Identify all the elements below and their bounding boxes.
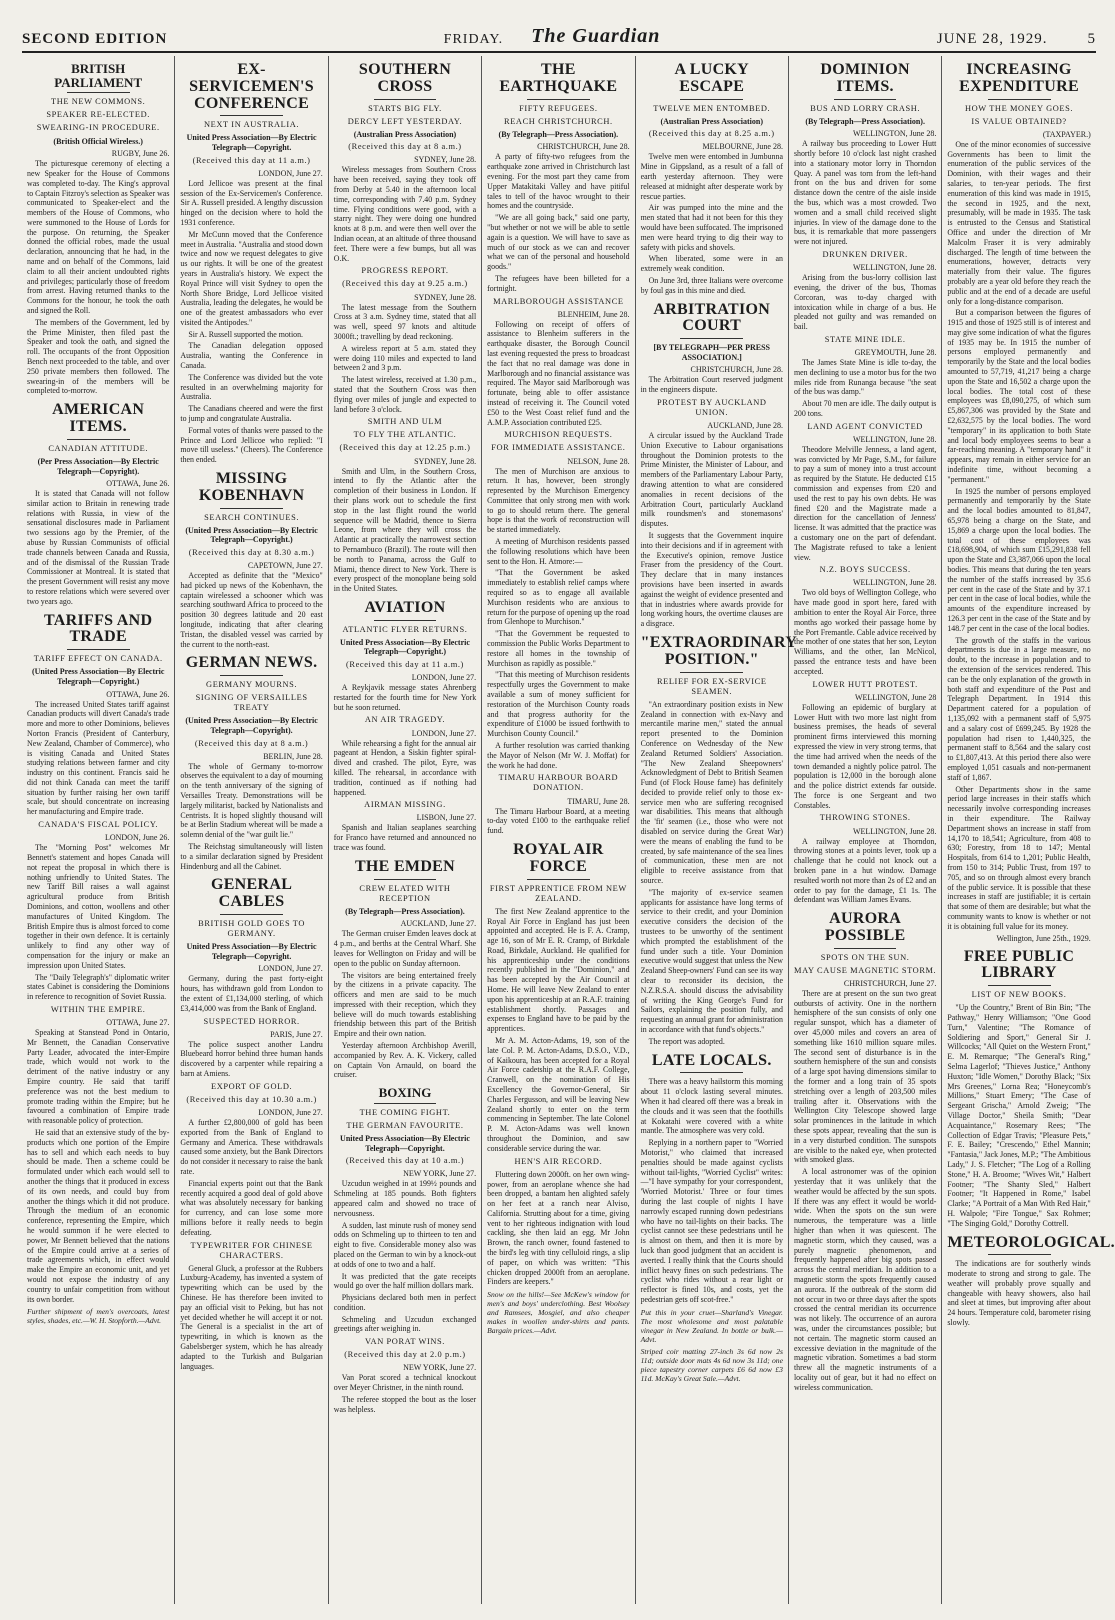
headline: GERMAN NEWS. [185,654,318,672]
dateline: AUCKLAND, June 28. [707,421,783,431]
paragraph: Smith and Ulm, in the Southern Cross, intend to fly the Atlantic after the completion of their business in London. If their plans work out to schedule the first stop in the last flight round the world sequence will be Madrid, thence to Sierra Leone, from where they will cross the Atlantic at practically the narrowest section to Pernambuco (Brazil). The route will then be north to Panama, across the Gulf to Miami, thence direct to New York. There is every prospect of the monoplane being sold in the United States. [333,466,477,594]
paragraph: Accepted as definite that the "Mexico" had picked up news of the Kobenhavn, the captain wirelessed a schooner which was searching southward Africa to proceed to the position 30 degrees latitude and 20 east longitude, indicating that after clearing Tristan, the disabled vessel was carried by the current to the north-east. [180,570,323,649]
dateline: PARIS, June 27. [270,1029,323,1039]
paragraph: "That this meeting of Murchison residents respectfully urges the Government to make available a sum of money sufficient for restoration of the Murchison County roads and that progress authority for the expenditure of £1000 be issued forthwith to Murchison County Council." [487,670,630,739]
subheading: SPEAKER RE-ELECTED. [46,110,150,120]
rule-divider [527,879,590,880]
paragraph: About 70 men are idle. The daily output is 200 tons. [793,399,937,418]
subheading: (Received this day at 9.25 a.m.) [342,279,468,289]
headline: AMERICAN ITEMS. [52,401,145,436]
column-5 [636,56,798,1604]
paragraph: A party of fifty-two refugees from the earthquake zone arrived in Christchurch last evening. For the most part they came from Upper Matakitaki Valley and have pitiful tales to tell of the havoc wrought to their homes and the countryside. [487,152,630,211]
credit-line: United Press Association—By Electric Telegraph—Copyright.) [340,637,470,657]
rule-divider [374,620,437,621]
paragraph: "An extraordinary position exists in New Zealand in connection with ex-Navy and mercantile marine men," stated the annual report presented to the Dominion Conference on Wednesday of the New Zealand Returned Soldiers' Association. "The New Zealand Sheepowners' Acknowledgment of Debt to British Seamen Fund (of Flock House fame) has definitely decided to provide relief only to those ex-service men who are suffering recognised war disabilities. This means that although the 'fit' seamen (i.e., those who were not disabled on service during the Great War) were the means of enabling the fund to be created, by safe maintenance of the sea lines of communication, these men are not eligible to receive assistance from that source. [640,699,783,886]
credit-line: United Press Association—By Electric Telegraph—Copyright. [186,942,317,961]
subheading: DRUNKEN DRIVER. [822,250,908,260]
subheading: LAND AGENT CONVICTED [807,421,923,431]
subheading: LOWER HUTT PROTEST. [812,679,918,689]
subheading: THE NEW COMMONS. [51,97,146,107]
credit-line: (Australian Press Association) [353,129,457,139]
date-label: JUNE 28, 1929. [936,31,1048,47]
paragraph: Two old boys of Wellington College, who have made good in sport here, fared with ambition to enter the Royal Air Force, three months ago worked their passage home by the Port Fremantle. Cable advice received by the mother of one states that her son, Leyton Williams, and the other, Ian McNicol, passed the entrance tests and have been accepted. [793,588,937,676]
paragraph: The Canadians cheered and were the first to jump and congratulate Australia. [180,404,323,424]
credit-line: United Press Association—By Electric Telegraph—Copyright. [186,133,317,153]
paragraph: Following an epidemic of burglary at Lower Hutt with two more last night from business premises, the heads of several prominent firms interviewed this morning expressed the view in very strong terms, that the time had arrived when the needs of the town demanded a nightly police patrol. The population is 12,000 in the borough alone and the police district extends far outside. The force is one Sergeant and two Constables. [793,702,937,810]
paragraph: "That the Government be requested to commission the Public Works Department to restore all homes in the township of Murchison as rapidly as possible." [487,629,630,668]
paragraph: A Reykjavik message states Ahrenberg restarted for the fourth time for New York but he soon returned. [333,683,477,712]
subheading: SMITH AND ULM [367,417,443,427]
headline: METEOROLOGICAL. [947,1233,1115,1251]
rule-divider [67,649,130,650]
rule-divider [988,1254,1051,1255]
subheading: STATE MINE IDLE. [824,334,906,344]
rule-divider [220,508,283,509]
paragraph: While rehearsing a fight for the annual air pageant at Hendon, a Siskin fighter spiral-dived and crashed. The pilot, Eyre, was killed. The rehearsal, in accordance with tradition, continued as if nothing had happened. [333,738,477,797]
rule-divider [988,99,1051,100]
paragraph: A meeting of Murchison residents passed the following resolutions which have been sent to the Hon. H. Atmore:— [487,537,630,566]
rule-divider [220,675,283,676]
subheading: THROWING STONES. [819,813,911,823]
paragraph: The police suspect another Landru Bluebeard horror behind three human hands discovered by a carpenter while repairing a barn at Amiens. [180,1039,323,1079]
subheading: HOW THE MONEY GOES. [965,103,1074,113]
paragraph: It is stated that Canada will not follow similar action to Britain in renewing trade relations with Russia, in view of the sensational disclosures made in Parliament two sessions ago by the Premier, of the abuse by Russian Communists of official trade channels between Canada and Russia, and of the dismissal of the Russian Trade Commissioner at Montreal. It is stated that the present Government will resist any move to restore relations which were severed over two years ago. [27,489,170,606]
paragraph: Germany, during the past forty-eight hours, has withdrawn gold from London to the extent of £1,134,000 sterling, of which £3,414,000 was from the Bank of England. [180,974,323,1013]
headline: AVIATION [364,598,446,616]
rule-divider [220,115,283,116]
paragraph: There are at present on the sun two great outbursts of activity. One in the northern hemisphere of the sun consists of only one regular sunspot, which has a diameter of over 45,000 miles and covers an area of something like 1610 million square miles. The second sent of disturbance is in the southern hemisphere of the sun and consists of a large spot having dimensions similar to the former and a long train of 35 spots stretching over a length of 203,500 miles trailing after it. Observations with the Wellington City Telescope showed large solar prominences in the latitude in which these spots appear, revealing that the sun is in a very disturbed condition. The sunspots are visible to the naked eye, when protected with smoked glass. [793,988,937,1165]
edition-label: SECOND EDITION [22,31,168,47]
advertisement: Snow on the hills!—See McKew's window for men's and boys' underclothing. Best Woolsey and Ramsees, Mosgiel, and also cheaper makes in woollen under-shirts and pants. Bargain prices.—Advt. [487,1290,630,1336]
dateline: WELLINGTON, June 28. [852,578,937,588]
advertisement: Put this in your cruet—Sharland's Vinegar. The most wholesome and most palatable vinegar in New Zealand. In bottle or bulk.—Advt. [640,1307,783,1344]
paragraph: It was predicted that the gate receipts would go over the half million dollars mark. [333,1271,477,1291]
subheading: RELIEF FOR EX-SERVICE SEAMEN. [656,676,767,696]
day-label: FRIDAY. [443,32,504,47]
dateline: SYDNEY, June 28. [414,155,477,165]
paragraph: Twelve men were entombed in Jumbunna Mine in Gippsland, as a result of a fall of earth yesterday afternoon. They were released at midnight after desperate work by rescue parties. [640,152,783,201]
dateline: Wellington, June 25th., 1929. [996,933,1091,943]
rule-divider [834,948,897,949]
paragraph: Mr McCunn moved that the Conference meet in Australia. "Australia and stood down twice and now we request delegates to give us our rights. It will be one of the greatest years in Australia's history. We expect the Royal Prince will visit Sydney to open the North Shore Bridge, Lord Jellicoe visited Australia, leading the delegates, he would be one of the greatest ambassadors who ever visited the Antipodes." [180,229,323,327]
dateline: WELLINGTON, June 28. [852,263,937,273]
paragraph: Formal votes of thanks were passed to the Prince and Lord Jellicoe who replied: "I move till useless." (Cheers). The Conference then ended. [180,425,323,465]
paragraph: Other Departments show in the same period large increases in their staffs which necessarily involve corresponding increases in their expenditure. The Railway Department shows an increase in staff from 14,170 to 18,541; Agriculture, from 408 to 630; Forestry, from 18 to 147; Mental Hospitals, from 614 to 1,201; Public Health, from 150 to 314; Public Trust, from 197 to 705, and so on through almost every branch of the public service. It is possible that these increases in staff are justifiable; it is certain that some of them are desirable; but what the community wants to know is whether or not it is obtaining full value for its money. [947,784,1091,931]
subheading: WITHIN THE EMPIRE. [50,1004,146,1014]
paragraph: Replying in a northern paper to "Worried Motorist," who claimed that increased penalties should be made against cyclists without tail-lights, "Worried Cyclist" writes:—"I have sympathy for your correspondent, 'Worried Motorist.' Three or four times during the last couple of nights I have narrowly escaped running down pedestrians who have no tail-lights on their backs. The cyclist cannot see these pedestrians until he is almost on them, and then it is more by luck than good judgment that an accident is averted. I really think that the Courts should inflict heavy fines on such pedestrians. The cyclist who rides without a rear light or reflector is fined 10s, and costs, yet the pedestrian gets off scot-free." [640,1138,783,1304]
paragraph: Schmeling and Uzcudun exchanged greetings after weighing in. [333,1314,477,1334]
paragraph: A further resolution was carried thanking the Mayor of Nelson (Mr W. J. Moffat) for the work he had done. [487,741,630,770]
paragraph: A sudden, last minute rush of money send odds on Schmeling up to thirteen to ten and eight to five. Considerable money also was placed on the German to win by a knock-out at odds of one to two and a half. [333,1220,477,1269]
paragraph: The whole of Germany to-morrow observes the equivalent to a day of mourning on the tenth anniversary of the signing of Versailles Treaty. Demonstrations will be largely militarist, backed by Nationalists and Centrists. It is hoped slightly thousand will be at Berlin Stadium whereat will be made a solemn denial of the "war guilt lie." [180,761,323,840]
columns [22,56,1115,1604]
subheading: TWELVE MEN ENTOMBED. [653,103,771,113]
headline: BRITISH PARLIAMENT [54,61,143,90]
paragraph: The Conference was divided but the vote resulted in an overwhelming majority for Australia. [180,372,323,402]
headline: AURORA POSSIBLE [824,910,906,944]
paragraph: The report was adopted. [648,1036,725,1046]
headline: SOUTHERN CROSS [358,61,452,95]
paragraph: The members of the Government, led by the Prime Minister, then filed past the Speaker and took the oath, and signed the roll. The occupants of the front Opposition Bench next proceeded to the table, and over 250 private members then followed. The swearing-in of the members will be completed to-morrow. [27,317,170,396]
subheading: THE GERMAN FAVOURITE. [346,1120,464,1130]
dateline: CHRISTCHURCH, June 28. [690,365,783,375]
rule-divider [220,914,283,915]
rule-divider [374,1103,437,1104]
paragraph: A local astronomer was of the opinion yesterday that it was unlikely that the weather would be affected by the sun spots. If there was any effect it would be world-wide. When the spots on the sun were numerous, the temperature was a little higher than when it was quiescent. The magnetic storm, which they caused, was a purely magnetic phenomenon, and frequently happened after big spots passed across the central meridian. In addition to a magnetic storm the spots frequently caused an aurora. If the outbreak of the storm did not occur in two or three days after the spots crossed the central meridian its occurrence was not likely. The occurrence of an aurora was, under the circumstances possible; but not certain. The magnetic storm caused an excessive deviation in the magnitude of the magnetic vibration. Sometimes a bad storm threw all the magnetic instruments of a locality out of gear, but it had no effect on wireless communication. [793,1167,937,1392]
credit-line: [BY TELEGRAPH—PER PRESS ASSOCIATION.] [653,343,770,362]
subheading: SUSPECTED HORROR. [203,1016,300,1026]
dateline: AUCKLAND, June 27. [400,919,477,929]
rule-divider [67,439,130,440]
credit-line: (By Telegraph—Press Association). [345,906,465,916]
dateline: OTTAWA, June 26. [106,689,170,699]
subheading: (Received this day at 8 a.m.) [194,738,309,748]
subheading: BRITISH GOLD GOES TO GERMANY. [198,919,305,939]
paragraph: The indications are for southerly winds moderate to strong and strong to gale. The weather will probably prove squally and changeable with heavy showers, also hail and sleet at times, but improving after about 24 hours. Temperature cold, barometer rising slowly. [947,1259,1091,1328]
headline: ARBITRATION COURT [653,300,771,335]
credit-line: United Press Association—By Electric Telegraph—Copyright. [340,1134,470,1153]
dateline: GREYMOUTH, June 28. [854,347,937,357]
masthead-right [937,31,1096,48]
credit-line: (British Official Wireless.) [53,136,143,146]
subheading: VAN PORAT WINS. [364,1337,445,1347]
dateline: NEW YORK, June 27. [403,1169,477,1179]
headline: GENERAL CABLES [210,876,293,911]
paragraph: Following on receipt of offers of assistance to Blenheim sufferers in the earthquake disaster, the Borough Council last evening requested the press to broadcast the fact that no real damage was done in Marlborough and no financial assistance was required. The Mayor said Marlborough was fortunate, being able to offer assistance instead of receiving it. The Council voted £50 to the West Coast relief fund and the A.M.P. Association contributed £25. [487,319,630,427]
paragraph: On June 3rd, three Italians were overcome by foul gas in this mine and died. [640,275,783,295]
paragraph: The first New Zealand apprentice to the Royal Air Force in England has just been appointed and accepted. He is F. A. Cramp, age 16, son of Mr E. R. Cramp, of Birkdale Road, Birkdale, Auckland. He qualified for his apprenticeship under the conditions recently published in the "Dominion," and has been accepted by the Air Council at Home. He will leave New Zealand to enter upon his apprenticeship at an R.A.F. training establishment shortly. Passages and expenses to England have to be paid by the apprentices. [487,906,630,1034]
rule-divider [680,99,743,100]
dateline: TIMARU, June 28. [567,796,630,806]
subheading: REACH CHRISTCHURCH. [504,116,613,126]
dateline: SYDNEY, June 28. [414,456,477,466]
dateline: LISBON, June 27. [416,813,477,823]
subheading: MARLBOROUGH ASSISTANCE [493,296,624,306]
subheading: SEARCH CONTINUES. [204,512,300,522]
paragraph: Spanish and Italian seaplanes searching for Franco have returned and announced no trace was found. [333,823,477,852]
subheading: FIRST APPRENTICE FROM NEW ZEALAND. [489,883,627,903]
headline: ROYAL AIR FORCE [513,840,604,875]
advertisement: Further shipment of men's overcoats, latest styles, shades, etc.—W. H. Stopforth.—Advt. [27,1307,170,1326]
dateline: WELLINGTON, June 28. [852,129,937,139]
paragraph: The referee stopped the bout as the loser was helpless. [333,1395,477,1414]
subheading: (Received this day at 12.25 p.m.) [339,443,471,453]
dateline: MELBOURNE, June 28. [702,142,783,152]
rule-divider [680,1072,743,1073]
paragraph: Fluttering down 2000ft. on her own wing-power, from an aeroplane whence she had been dropped, a bantam hen alighted safely on her feet at a ranch near Alviso, California. Strutting about for a time, giving vent to her righteous indignation with loud cackling, she then laid an egg. Mr John Brown, the ranch owner, found fastened to the bird's leg with tiny celluloid rings, a slip of paper, on which was written: "This chicken dropped 2000ft from an aeroplane. Finders are keepers." [487,1169,630,1287]
dateline: CHRISTCHURCH, June 28. [537,142,630,152]
paragraph: The increased United States tariff against Canadian products will divert Canada's trade more and more to other Dominions, believes Norton Francis (President of Canterbury, New Zealand, Chamber of Commerce), who is visiting Canada and United States studying relations between farmer and city industry on this continent. Francis said he did not think Canada can meet the tariff situation by further raising her own tariff scale, but should concentrate on increasing her manufacturing and Empire trade. [27,699,170,817]
dateline: LONDON, June 27. [258,964,323,974]
subheading: NEXT IN AUSTRALIA. [204,120,300,130]
headline: EX-SERVICEMEN'S CONFERENCE [189,61,314,112]
paragraph: Financial experts point out that the Bank recently acquired a good deal of gold above what was absolutely necessary for banking for currency, and can lose some more millions before it really needs to begin defeating. [180,1178,323,1237]
paragraph: The growth of the staffs in the various departments is due in a large measure, no doubt, to the increase in population and to the extension of the services rendered. This can be the only explanation of the growth in both staff and expenditure of the Post and Telegraph Department. In 1914 this Department catered for a population of 1,135,092 with a permanent staff of 5,975 and a salary cost of £699,245. By 1928 the population had risen to 1,440,325, the permanent staff to 8,564 and the salary cost to £1,807,413. At this period there also were employed 1,051 casuals and non-permanent staff of 1,867. [947,635,1091,782]
masthead [22,22,1096,53]
rule-divider [67,92,130,93]
paragraph: Van Porat scored a technical knockout over Meyer Christner, in the ninth round. [333,1373,477,1393]
subheading: (Received this day at 2.0 p.m.) [344,1350,466,1360]
credit-line: (United Press Association—By Electric Telegraph—Copyright). [185,716,318,735]
headline: INCREASING EXPENDITURE [959,61,1079,95]
headline: FREE PUBLIC LIBRARY [963,947,1075,982]
paragraph: Wireless messages from Southern Cross have been received, saying they took off from Derby at 5.40 in the afternoon local time, corresponding with 7.40 p.m. Sydney time. Flying conditions were good, with a starry night. They were doing one hundred knots at 8 p.m. and were then well over the Indian ocean, at an altitude of three thousand feet. There were a few bumps, but all was O.K. [333,165,477,263]
dateline: BERLIN, June 28. [263,751,323,761]
subheading: AN AIR TRAGEDY. [364,715,446,725]
subheading: GERMANY MOURNS. [206,680,298,690]
paragraph: A railway bus proceeding to Lower Hutt shortly before 10 o'clock last night crashed into a stationary motor lorry in Thorndon Quay. A panel was torn from the left-hand front on the bus and driven for some distance down the centre of the aisle inside the bus, which was a most crowded. Two women and a small child received slight injuries. In view of the damage done to the bus, it is remarkable that more passengers were not injured. [793,139,937,247]
headline: BOXING [378,1085,432,1101]
rule-divider [988,985,1051,986]
paragraph: The "Morning Post" welcomes Mr Bennett's statement and hopes Canada will not repeat the proposal in which there is nothing unfriendly to United States. The new Tariff Bill raises a wall against agricultural produce from British Dominions, and cotton, woollens and other manufactures of United Kingdom. The British Empire thus is almost forced to come together in their own defence. It is certainly unlikely to find any other way of compensation for the injury or make an impression upon United States. [27,843,170,970]
subheading: CANADIAN ATTITUDE. [48,443,149,453]
subheading: DERCY LEFT YESTERDAY. [347,116,463,126]
paragraph: In 1925 the number of persons employed permanently and temporarily by the State and the local bodies amounted to 81,847, 65,978 being a charge on the State, and 15,869 a charge upon the local bodies. The total cost of these employees was £18,698,904, of which sum £15,291,838 fell upon the State and £3,387,066 upon the local bodies. This means that during the ten years the number of the staffs increased by 35.6 per cent in the case of the State and by 37.1 per cent in the case of local bodies, while the amounts of the expenditure increased by 126.3 per cent in the case of the State and by 148.7 per cent in the case of the local bodies. [947,486,1091,633]
column-4 [482,56,635,1604]
dateline: NEW YORK, June 27. [403,1363,477,1373]
subheading: (Received this day at 8 a.m.) [348,142,462,152]
headline: MISSING KOBENHAVN [198,470,305,504]
dateline: OTTAWA, June 27. [106,1017,170,1027]
subheading: (Received this day at 10 a.m.) [345,1156,465,1166]
paragraph: Physicians declared both men in perfect condition. [333,1293,477,1312]
subheading: THE COMING FIGHT. [359,1107,451,1117]
subheading: FOR IMMEDIATE ASSISTANCE. [491,443,626,453]
dateline: WELLINGTON, June 28. [852,826,937,836]
subheading: (Received this day at 8.30 a.m.) [188,547,315,557]
paragraph: Air was pumped into the mine and the men stated that had it not been for this they would have been suffocated. The imprisoned men were heard trying to dig their way to safety with picks and shovels. [640,203,783,252]
paragraph: "That the Government be asked immediately to establish relief camps where required so as to engage all available Murchison residents who are anxious to return for the purpose of opening up the road from Glenhope to Murchison." [487,568,630,627]
subheading: LIST OF NEW BOOKS. [971,990,1067,1000]
subheading: (Received this day at 8.25 a.m.) [648,129,775,139]
headline: "EXTRAORDINARY POSITION." [640,633,798,668]
paragraph: Theodore Melville Jenness, a land agent, was convicted by Mr Page, S.M., for failure to pay a sum of money into a trust account as required by the Statute. He deducted £15 commission and expenses from £20 and used the rest to pay his own debts. He was fined £20 and the Magistrate made a direction for the cancellation of Jenness' license. It was admitted that the practice was a customary one on the part of defendant. The Magistrate refused to take a lenient view. [793,444,937,562]
paragraph: A circular issued by the Auckland Trade Union Executive to Labour organisations throughout the Dominion protests to the Prime Minister, the Minister of Labour, and members of the Parliamentary Labour Party, drawing attention to what are considered anomalies in recent decisions of the Arbitration Court, particularly Auckland milk roundsmen's and stonemasons' disputes. [640,431,783,529]
rule-divider [680,672,743,673]
subheading: TYPEWRITER FOR CHINESE CHARACTERS. [190,1240,313,1260]
dateline: CAPETOWN, June 27. [247,560,323,570]
subheading: BUS AND LORRY CRASH. [810,103,921,113]
headline: LATE LOCALS. [651,1051,772,1069]
column-3 [329,56,482,1604]
paragraph: Speaking at Stanstead Pond in Ontario, Mr Bennett, the Canadian Conservative Party Leader, advocated the inter-Empire trade, which would not work to the detriment of the native industry or any Empire country. He said that tariff preference was not the best medium to promote trading within the Empire; but he favoured a combination of Empire trade with reasonable policy of protection. [27,1027,170,1126]
subheading: MURCHISON REQUESTS. [504,430,613,440]
headline: THE EMDEN [354,857,455,875]
subheading: (Received this day at 11 a.m.) [192,155,311,165]
dateline: LONDON, June 27. [258,168,323,178]
subheading: AIRMAN MISSING. [364,800,446,810]
paragraph: It suggests that the Government inquire into their decisions and if in agreement with the Executive's opinion, remove Justice Fraser from the presidency of the Court. They declare that in many instances provisions have been inserted in awards against the weight of evidence presented and that in industries where awards provide for long working hours, the overtime clauses are a disgrace. [640,531,783,629]
paragraph: The visitors are being entertained freely by the citizens in a private capacity. The officers and men are said to be much impressed with their reception, which they believe will do much towards establishing friendship between this part of the British Empire and their own nation. [333,970,477,1039]
credit-line: (Per Press Association—By Electric Telegraph—Copyright). [37,456,159,476]
credit-line: (Australian Press Association) [660,116,764,126]
paragraph: Mr A. M. Acton-Adams, 19, son of the late Col. P. M. Acton-Adams, D.S.O., V.D., of Kaikoura, has been accepted for a Royal Air Force cadetship at the R.A.F. College, Cranwell, on the nomination of His Excellency the Governor-General, Sir Charles Fergusson, and will be leaving New Zealand shortly to enter on the term commencing in September. The late Colonel P. M. Acton-Adams was well known throughout the Dominion, and saw considerable service during the war. [487,1036,630,1153]
dateline: BLENHEIM, June 28. [557,309,630,319]
rule-divider [834,99,897,100]
rule-divider [374,879,437,880]
subheading: SIGNING OF VERSAILLES TREATY [195,693,308,713]
column-7 [942,56,1115,1604]
dateline: WELLINGTON, June 28. [852,434,937,444]
rule-divider [374,99,437,100]
paragraph: But a comparison between the figures of 1915 and those of 1925 still is of interest and may give some indication of what the figures of 1935 may be. In 1915 the number of persons employed permanently and temporarily by the State and the local bodies amounted to 57,719, 41,217 being a charge upon the State and 16,502 a charge upon the local bodies. The total cost of these employees was £8,090,275, of which sum £5,867,306 was provided by the State and £2,632,575 by the local bodies. The word "temporary" in its application to both State and local body employees seems to bear a far-reaching meaning. A "temporary hand" it appears, may remain in either service for an indefinite time, without becoming a "permanent." [947,308,1091,484]
paragraph: When liberated, some were in an extremely weak condition. [640,254,783,274]
subheading: (Received this day at 10.30 a.m.) [186,1094,317,1104]
masthead-center [444,25,661,48]
paragraph: The Reichstag simultaneously will listen to a similar declaration signed by President Hindenburg and all the Cabinet. [180,842,323,871]
dateline: SYDNEY, June 28. [414,292,477,302]
column-1 [22,56,175,1604]
credit-line: (By Telegraph—Press Association). [805,116,925,126]
credit-line: (United Press Association—By Electric Telegraph—Copyright.) [185,525,318,545]
headline: TARIFFS AND TRADE [44,611,153,646]
dateline: WELLINGTON, June 28 [854,692,937,702]
paragraph: He said that an extensive study of the by-products which one portion of the Empire has to sell and which each needs to buy should be made. Then a scheme could be formulated under which each would sell to another the things that it produced in excess of its own needs, and could buy from another the things which it did not produce. Through the medium of an economic conference, representing the Empire, which he would summon if he were elected to power, Mr Bennett believed that the nations of the Empire could arrive at a series of trade agreements which, in effect would make the Empire an economic unit, and yet would not expose the industry of any country to unfair competition from without its own border. [27,1127,170,1304]
paragraph: The Timaru Harbour Board, at a meeting to-day voted £100 to the earthquake relief fund. [487,806,630,836]
paragraph: There was a heavy hailstorm this morning about 11 o'clock lasting several minutes. When it had cleared off there was a break in the clouds and it was seen that the foothills at Kokatahi were covered with a white mantle. The atmosphere was very cold. [640,1077,783,1136]
dateline: LONDON, June 27. [411,673,477,683]
paragraph: The Canadian delegation opposed Australia, wanting the Conference in Canada. [180,341,323,371]
paragraph: "The majority of ex-service seamen applicants for assistance have long terms of service to their credit, and your Dominion executive considers the decision of the trustees to be unworthy of the sentiment which prompted the establishment of the fund under such a title. Your Dominion executive would suggest that unless the New Zealand Sheep-owners' Fund can see its way clear to reconsider its decision, the N.Z.R.S.A. should discuss the advisability of writing the King George's Fund for Sailors, explaining the position fully, and requesting an annual grant for administration in accordance with that fund's objects." [640,887,783,1035]
paragraph: "We are all going back," said one party, "but whether or not we will be able to settle again is a question. We will have to save as much of our stock as we can and recover what we can of the personal and household goods." [487,213,630,272]
paragraph: A railway employee at Thorndon, throwing stones at a points lever, took up a challenge that he could not knock out a broken pane in a hut window. Damage resulted worth not more than 2s of £2 and an order to pay for the damage, £1 1s. The defendant was William James Evans. [793,836,937,905]
paragraph: The latest message from the Southern Cross at 3 a.m. Sydney time, stated that all was well, speed 97 knots and altitude 3000ft.; travelling by dead reckoning. [333,302,477,341]
subheading: TARIFF EFFECT ON CANADA. [33,654,163,664]
subheading: N.Z. BOYS SUCCESS. [819,565,911,575]
paragraph: The refugees have been billeted for a fortnight. [487,273,630,293]
paragraph: One of the minor economies of successive Governments has been to limit the enumeration of the public services of the Dominion, with their wages and their salaries, to ten-year periods. The first enumeration of this kind was made in 1915, the second in 1925, and the next, presumably, will be made in 1935. The task is entrusted to the Census and Statistical Office and under the direction of Mr Malcolm Fraser it is very admirably discharged. The length of time between the enumerations, however, detracts very materially from their value. The figures probably are a year old before they reach the public and at the end of a decade are useful only for a long-distance comparison. [947,139,1091,306]
rule-divider [527,99,590,100]
paragraph: Lord Jellicoe was present at the final session of the Ex-Servicemen's Conference. Sir A. Russell presided. A lengthy discussion hinged on the decision where to hold the 1931 conference. [180,178,323,227]
paragraph: The German cruiser Emden leaves dock at 4 p.m., and berths at the Central Wharf. She leaves for Wellington on Friday and will be open to the public on Sunday afternoon. [333,929,477,968]
dateline: CHRISTCHURCH, June 27. [843,978,937,988]
dateline: NELSON, June 28. [567,456,630,466]
dateline: LONDON, June 26. [104,833,170,843]
paragraph: The Arbitration Court reserved judgment in the engineers dispute. [640,375,783,395]
headline: THE EARTHQUAKE [499,61,618,95]
headline: DOMINION ITEMS. [820,61,910,95]
paragraph: General Gluck, a professor at the Rubbers Luxburg-Academy, has invented a system of typewriting which can be used by the Chinese. He has therefore been invited to pay an official visit to Peking, but has not yet decided whether he will accept it or not. The General is a specialist in the art of typewriting, in which is known as the Gabelsberger system, which he has already adapted to the Turkish and Bulgarian languages. [180,1263,323,1371]
paragraph: Sir A. Russell supported the motion. [188,329,304,339]
dateline: RUGBY, June 26. [111,149,170,159]
subheading: TIMARU HARBOUR BOARD DONATION. [498,773,619,793]
subheading: STARTS BIG FLY. [368,103,442,113]
paragraph: The picturesque ceremony of electing a new Speaker for the House of Commons was completed to-day. The King's approval to Captain Fitzroy's selection as Speaker was communicated to Speaker-elect and the members of the House of Commons, who were summoned to the House of Lords for the purpose. On returning, the Speaker donned the official robes, made the usual declaration, announcing that he had, in the name and on behalf of the Commons, laid claim to all their ancient undoubted rights and privileges; particularly those of freedom from arrest. Having returned thanks to the Commons for the honour, he took the oath and signed the Roll. [27,159,170,316]
subheading: HEN'S AIR RECORD. [514,1156,603,1166]
paragraph: "Up the Country," Brent of Bin Bin; "The Pathway," Henry Williamson; "One Good Turn," Valentine; "The Romance of Soldiering and Sport," General Sir J. Willcocks; "All Quiet on the Western Front," E. M. Remarque; "The General's Ring," Selma Lagerlof; "Thieves Justice," Anthony Huxton; "Idle Women," Dorothy Black; "Six Mrs Greenes," Lorna Rea; "Honeycomb's Millions," Stuart Emery; "The Case of Sergeant Grischa," Arnold Zweig; "The Village Doctor," Sheila Smith; "Dear Acquaintance," Rosemary Rees; "The Collection of Edgar Travis; "Pleasure Pets," F. E. Bailey; "Crescendo," Ethel Mannin; "Fantasia," Jack Jones, M.P.; "The Ambitious Lady," J. S. Fletcher; "The Log of a Rolling Stone," H. A. Broome; "Wives Wit," Halbert Footner; "The Shanty Sled," Halbert Footner; "It Happened in Rome," Isabel Clarke; "A Portrait of a Man With Red Hair," H. Walpole; "Fire Tongue," Sax Rohmer; "The Singing Gold," Dorothy Cottrell. [947,1003,1091,1228]
column-6 [789,56,942,1604]
paragraph: Yesterday afternoon Archbishop Averill, accompanied by Rev. A. K. Vickery, called on Captain Von Arnauld, on board the cruiser. [333,1041,477,1080]
subheading: EXPORT OF GOLD. [211,1081,293,1091]
paragraph: The James State Mine is idle to-day, the men declining to use a motor bus for the two miles ride from Runanga because "the seat of the bus was damp." [793,357,937,397]
subheading: CANADA'S FISCAL POLICY. [38,820,159,830]
paragraph: The latest wireless, received at 1.30 p.m., stated that the Southern Cross was then flying over miles of jungle and expected to land before 3 o'clock. [333,375,477,414]
paragraph: The "Daily Telegraph's" diplomatic writer states Cabinet is considering the Dominions in reference to recognition of Soviet Russia. [27,972,170,1002]
dateline: (TAXPAYER.) [1042,129,1091,139]
subheading: MAY CAUSE MAGNETIC STORM. [794,965,937,975]
credit-line: (By Telegraph—Press Association). [498,129,619,139]
headline: A LUCKY ESCAPE [674,61,750,95]
page-number: 5 [1087,31,1096,47]
dateline: LONDON, June 27. [258,1107,323,1117]
subheading: TO FLY THE ATLANTIC. [353,430,457,440]
credit-line: (United Press Association—By Electric Telegraph—Copyright.) [31,667,165,686]
subheading: PROGRESS REPORT. [361,266,449,276]
dateline: OTTAWA, June 26. [106,479,170,489]
paragraph: A wireless report at 5 a.m. stated they were doing 110 miles and expected to land between 2 and 3 p.m. [333,343,477,373]
column-2 [175,56,328,1604]
paragraph: The men of Murchison are anxious to return. It has, however, been strongly represented by the Murchison Emergency Committee that only strong men with work to go to should return there. The general hope is that the work of reconstruction will be started immediately. [487,466,630,535]
dateline: LONDON, June 27. [411,728,477,738]
paper-title: The Guardian [531,25,661,47]
paragraph: Arising from the bus-lorry collision last evening, the driver of the bus, Thomas Corcoran, was to-day charged with intoxication while in charge of a bus. He pleaded not guilty and was remanded on bail. [793,273,937,332]
subheading: SPOTS ON THE SUN. [820,952,910,962]
rule-divider [680,338,743,339]
paragraph: A further £2,800,000 of gold has been exported from the Bank of England to Germany and America. These withdrawals caused some anxiety, but the Bank Directors do not consider it necessary to raise the bank rate. [180,1117,323,1176]
subheading: CREW ELATED WITH RECEPTION [359,883,451,903]
advertisement: Striped coir matting 27-inch 3s 6d now 2s 11d; outside door mats 4s 6d now 3s 11d; one piece tapestry corner carpets £6 6d now £3 11d. McKay's Great Sale.—Advt. [640,1346,783,1383]
subheading: FIFTY REFUGEES. [519,103,598,113]
subheading: IS VALUE OBTAINED? [971,116,1067,126]
paragraph: Uzcudun weighed in at 199½ pounds and Schmeling at 185 pounds. Both fighters appeared calm and showed no trace of nervousness. [333,1179,477,1218]
subheading: (Received this day at 11 a.m.) [346,659,464,669]
subheading: PROTEST BY AUCKLAND UNION. [656,397,767,417]
subheading: ATLANTIC FLYER RETURNS. [342,624,468,634]
subheading: SWEARING-IN PROCEDURE. [36,123,160,133]
